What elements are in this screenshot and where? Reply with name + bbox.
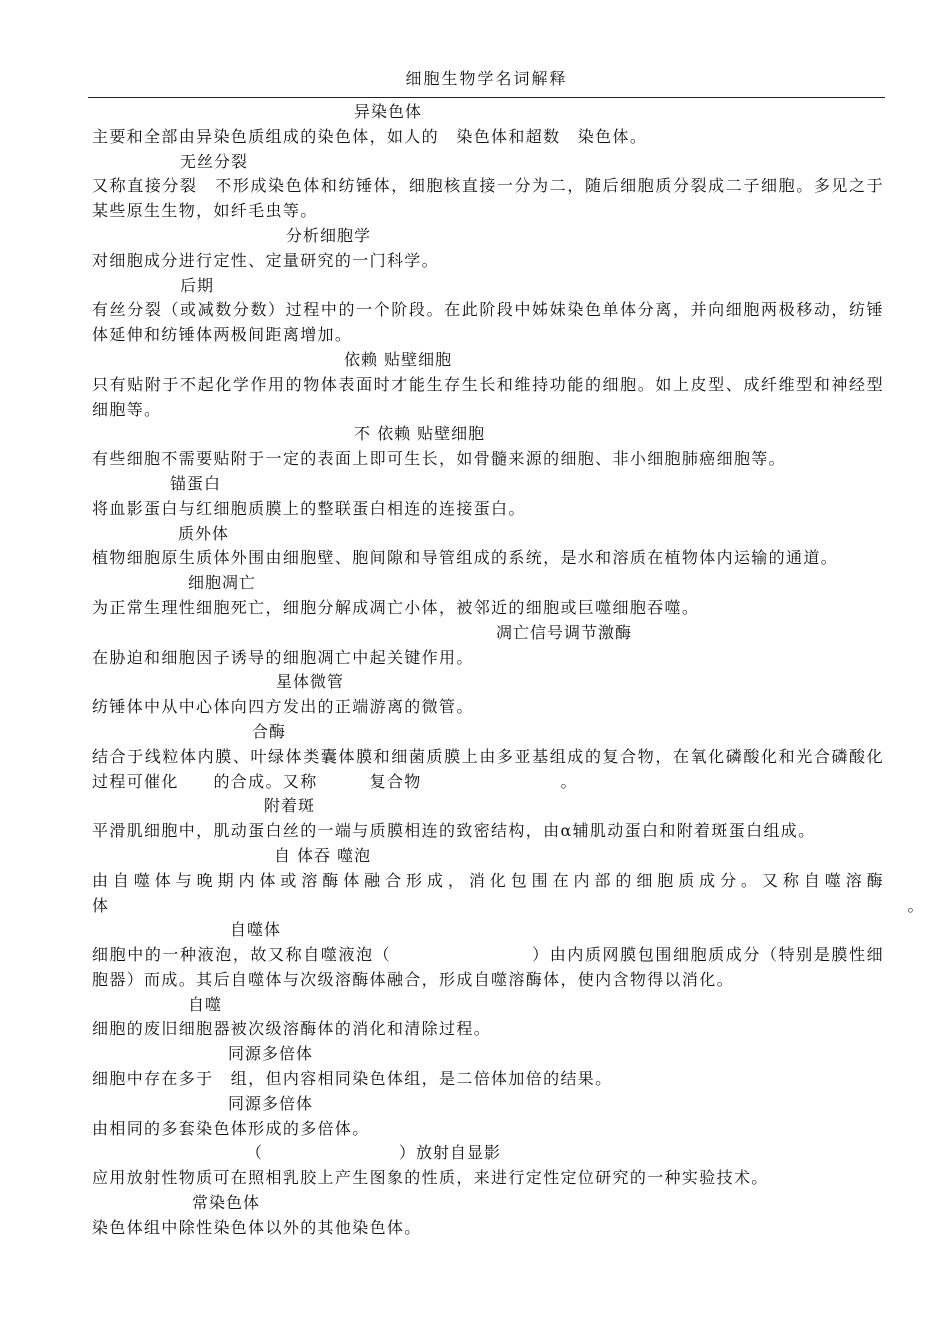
entry-term: 异染色体 (354, 102, 423, 121)
page-header-title: 细胞生物学名词解释 (405, 69, 568, 88)
entry-term: 分析细胞学 (286, 225, 372, 245)
glossary-body (92, 100, 925, 1241)
glossary-entry (92, 100, 884, 150)
entry-definition: 又称直接分裂 不形成染色体和纺锤体，细胞核直接一分为二，随后细胞质分裂成二子细胞。多见之于某些原生生物，如纤毛虫等。 (92, 176, 884, 221)
entry-term: 常染色体 (192, 1193, 261, 1213)
entry-definition: 在胁迫和细胞因子诱导的细胞凋亡中起关键作用。 (92, 647, 474, 667)
glossary-entry (92, 571, 884, 621)
entry-term: （ ）放射自显影 (246, 1143, 502, 1163)
entry-definition: 由自噬体与晚期内体或溶酶体融合形成，消化包围在内部的细胞质成分。又称自噬溶酶体 。 (92, 870, 925, 915)
glossary-entry (92, 621, 884, 671)
entry-term: 星体微管 (276, 672, 345, 692)
glossary-entry (92, 794, 884, 844)
glossary-entry (92, 1191, 884, 1241)
entry-definition: 平滑肌细胞中，肌动蛋白丝的一端与质膜相连的致密结构，由α辅肌动蛋白和附着斑蛋白组成。 (92, 821, 816, 841)
glossary-entry (92, 670, 884, 720)
entry-definition: 只有贴附于不起化学作用的物体表面时才能生存生长和维持功能的细胞。如上皮型、成纤维型和神经型细胞等。 (92, 374, 884, 419)
entry-term: 同源多倍体 (228, 1093, 314, 1113)
glossary-entry (92, 150, 884, 224)
entry-definition: 有丝分裂（或减数分数）过程中的一个阶段。在此阶段中姊妹染色单体分离，并向细胞两极移动，纺锤体延伸和纺锤体两极间距离增加。 (92, 300, 884, 345)
entry-definition: 主要和全部由异染色质组成的染色体，如人的 染色体和超数 染色体。 (92, 126, 648, 146)
glossary-entry (92, 1042, 884, 1092)
entry-definition: 细胞中存在多于 组，但内容相同染色体组，是二倍体加倍的结果。 (92, 1069, 613, 1089)
entry-term: 自 体吞 噬泡 (274, 845, 372, 865)
entry-term: 细胞凋亡 (188, 573, 257, 593)
glossary-entry (92, 522, 884, 572)
entry-definition: 应用放射性物质可在照相乳胶上产生图象的性质，来进行定性定位研究的一种实验技术。 (92, 1168, 769, 1188)
entry-term: 自噬体 (230, 920, 282, 940)
entry-term: 后期 (180, 275, 215, 295)
entry-term: 附着斑 (264, 796, 316, 816)
entry-definition: 细胞中的一种液泡，故又称自噬液泡（ ）由内质网膜包围细胞质成分（特别是膜性细胞器）而成。其后自噬体与次级溶酶体融合，形成自噬溶酶体，使内含物得以消化。 (92, 945, 884, 989)
header-rule (88, 97, 885, 98)
glossary-entry (92, 224, 884, 274)
entry-term: 合酶 (252, 721, 287, 741)
glossary-entry (92, 274, 884, 348)
entry-definition: 染色体组中除性染色体以外的其他染色体。 (92, 1217, 422, 1237)
entry-definition: 将血影蛋白与红细胞质膜上的整联蛋白相连的连接蛋白。 (92, 498, 526, 518)
entry-term: 质外体 (178, 523, 230, 543)
glossary-entry (92, 422, 884, 472)
glossary-entry (92, 1141, 884, 1191)
entry-definition: 纺锤体中从中心体向四方发出的正端游离的微管。 (92, 697, 474, 717)
entry-definition: 为正常生理性细胞死亡，细胞分解成凋亡小体，被邻近的细胞或巨噬细胞吞噬。 (92, 597, 700, 617)
entry-definition: 植物细胞原生质体外围由细胞壁、胞间隙和导管组成的系统，是水和溶质在植物体内运输的通道。 (92, 548, 839, 568)
glossary-entry (92, 348, 884, 422)
entry-definition: 有些细胞不需要贴附于一定的表面上即可生长，如骨髓来源的细胞、非小细胞肺癌细胞等。 (92, 449, 787, 469)
entry-term: 凋亡信号调节激酶 (496, 622, 633, 642)
glossary-entry (92, 472, 884, 522)
glossary-entry (92, 993, 884, 1043)
glossary-entry (92, 844, 925, 918)
glossary-entry (92, 918, 884, 992)
entry-definition: 细胞的废旧细胞器被次级溶酶体的消化和清除过程。 (92, 1019, 492, 1039)
entry-definition: 由相同的多套染色体形成的多倍体。 (92, 1118, 370, 1138)
entry-definition: 结合于线粒体内膜、叶绿体类囊体膜和细菌质膜上由多亚基组成的复合物，在氧化磷酸化和光合磷酸化过程可催化 的合成。又称 复合物 。 (92, 746, 884, 791)
entry-term: 锚蛋白 (170, 473, 222, 493)
glossary-entry (92, 1092, 884, 1142)
entry-term: 同源多倍体 (228, 1044, 314, 1064)
entry-term: 无丝分裂 (180, 151, 249, 171)
glossary-entry (92, 720, 884, 794)
entry-term: 依赖 贴壁细胞 (344, 349, 453, 369)
entry-definition: 对细胞成分进行定性、定量研究的一门科学。 (92, 250, 440, 270)
entry-term: 不 依赖 贴壁细胞 (354, 424, 486, 444)
entry-term: 自噬 (188, 994, 223, 1014)
